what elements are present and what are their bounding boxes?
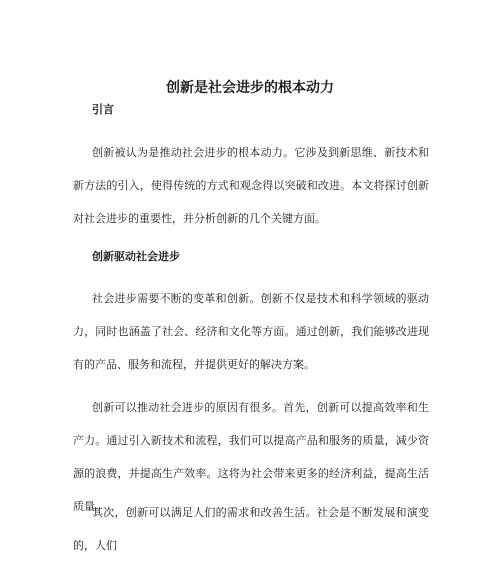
paragraph-progress-needs-innovation: 社会进步需要不断的变革和创新。创新不仅是技术和科学领域的驱动力，同时也涵盖了社会、经济和文化等方面。通过创新，我们能够改进现有的产品、服务和流程，并提供更好的解决方案。 <box>73 292 429 371</box>
section-heading-intro: 引言 <box>92 103 114 116</box>
section-heading-innovation-drives-progress: 创新驱动社会进步 <box>92 250 180 263</box>
paragraph-needs: 其次，创新可以满足人们的需求和改善生活。社会是不断发展和演变的，人们 <box>73 506 429 552</box>
paragraph-efficiency: 创新可以推动社会进步的原因有很多。首先，创新可以提高效率和生产力。通过引入新技术和流程，我们可以提高产品和服务的质量，减少资源的浪费，并提高生产效率。这将为社会带来更多的经济利益，提高生活质量。 <box>73 401 429 513</box>
document-title: 创新是社会进步的根本动力 <box>166 80 334 96</box>
paragraph-intro: 创新被认为是推动社会进步的根本动力。它涉及到新思维、新技术和新方法的引入，使得传统的方式和观念得以突破和改进。本文将探讨创新对社会进步的重要性，并分析创新的几个关键方面。 <box>73 146 429 225</box>
